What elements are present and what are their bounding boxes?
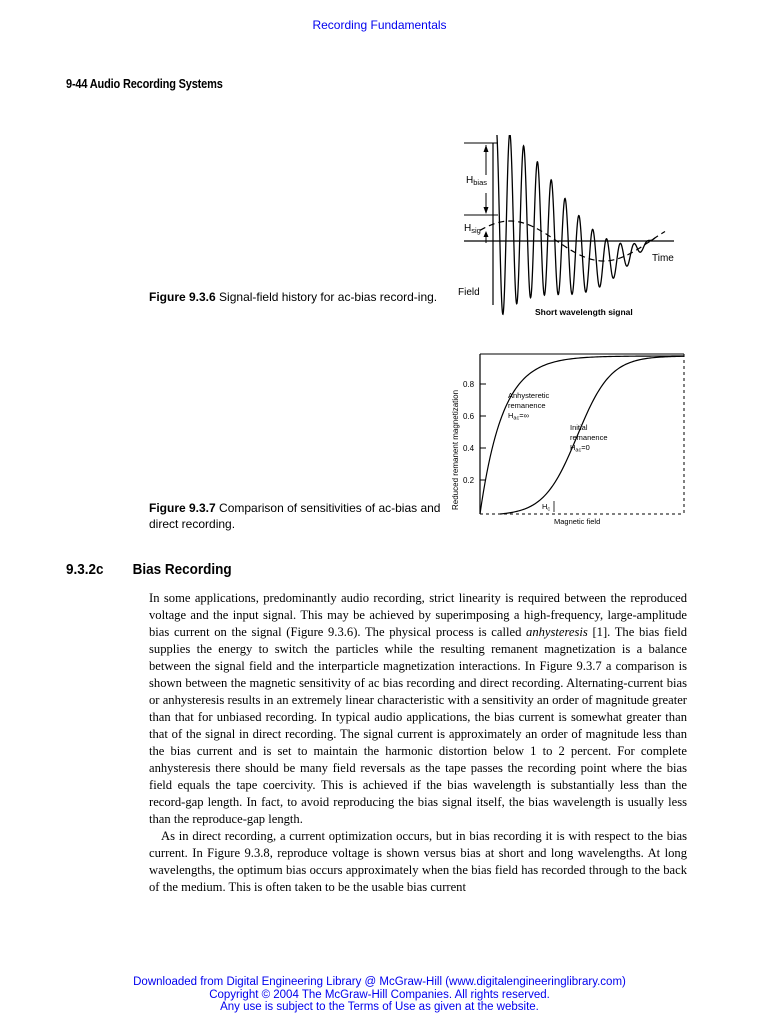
y-tick-0-6: 0.6: [463, 412, 475, 421]
running-head: 9-44 Audio Recording Systems: [66, 77, 223, 91]
time-axis-label: Time: [652, 253, 674, 264]
figure-9-3-7-caption: [149, 500, 441, 532]
field-axis-label: Field: [458, 287, 480, 298]
figure-9-3-6-caption: [149, 289, 441, 305]
initial-label-1: Initial: [570, 423, 588, 432]
top-chapter-link[interactable]: Recording Fundamentals: [312, 18, 447, 32]
anhysteretic-label-1: Anhysteretic: [508, 391, 550, 400]
footer-line-2[interactable]: Copyright © 2004 The McGraw-Hill Companies. All rights reserved.: [209, 988, 550, 1001]
figure-9-3-7: [448, 348, 693, 530]
paragraph-1: In some applications, predominantly audio recording, strict linearity is required between the reproduced voltage and the input signal. This may be achieved by superimposing a high-frequency, large-amplitude bias current on the signal (Figure 9.3.6). The physical process is called anhysteresis [1]. The bias field supplies the energy to switch the particles while the resulting remanent magnetization is a balance between the signal field and the interparticle magnetization interactions. In Figure 9.3.7 a comparison is shown between the magnetic sensitivity of ac bias recording and direct recording. Alternating-current bias or anhysteresis results in an extremely linear characteristic with a sensitivity an order of magnitude greater than that for unbiased recording. In typical audio applications, the bias current is somewhat greater than that of the signal in direct recording. The signal current is approximately an order of magnitude less than the bias current and is set to maintain the harmonic distortion below 1 to 2 percent. For complete anhysteresis there should be many field reversals as the tape passes the recording point where the bias field equals the tape coercivity. This is achieved if the bias wavelength is substantially less than the record-gap length. In fact, to avoid reproducing the bias signal itself, the bias wavelength is usually less than the reproduce-gap length.: [149, 591, 687, 826]
anhysteretic-label-2: remanence: [508, 401, 546, 410]
initial-label-3: $H_{ac}=0$: [570, 443, 590, 454]
section-number: 9.3.2c: [66, 561, 104, 578]
hsig-label: $H_{sig}$: [464, 223, 481, 235]
figure-9-3-6: [450, 135, 690, 320]
hc-label: $H_c$: [542, 502, 551, 513]
y-axis-label: Reduced remanent magnetization: [451, 389, 460, 510]
y-tick-0-4: 0.4: [463, 444, 475, 453]
figure-9-3-7-caption-text: Comparison of sensitivities of ac-bias and direct recording.: [149, 501, 441, 531]
anhysteretic-label-3: $H_{ac}=\infty$: [508, 411, 529, 422]
y-tick-0-8: 0.8: [463, 380, 475, 389]
section-heading: [66, 561, 232, 578]
figure-9-3-6-caption-label: Figure 9.3.6: [149, 290, 216, 304]
figure-9-3-7-caption-label: Figure 9.3.7: [149, 501, 216, 515]
paragraph-2: As in direct recording, a current optimization occurs, but in bias recording it is with respect to the bias current. In Figure 9.3.8, reproduce voltage is shown versus bias at short and long wavelengths. At long wavelengths, the optimum bias occurs approximately when the bias field has recorded through to the back of the medium. This is often taken to be the usable bias current: [149, 829, 687, 894]
bias-waveform: [496, 135, 655, 314]
initial-label-2: remanence: [570, 433, 608, 442]
hbias-label: $H_{bias}$: [466, 175, 487, 187]
body-text: [149, 590, 687, 896]
footer-line-1[interactable]: Downloaded from Digital Engineering Library @ McGraw-Hill (www.digitalengineeringlibrary.com): [133, 976, 626, 988]
x-axis-label: Magnetic field: [554, 517, 601, 526]
short-wavelength-label: Short wavelength signal: [535, 307, 633, 317]
y-tick-0-2: 0.2: [463, 476, 475, 485]
footer[interactable]: [0, 976, 759, 1014]
section-title: Bias Recording: [132, 561, 232, 578]
footer-line-3[interactable]: Any use is subject to the Terms of Use as given at the website.: [220, 1001, 539, 1013]
figure-9-3-6-caption-text: Signal-field history for ac-bias record-ing.: [219, 290, 438, 304]
